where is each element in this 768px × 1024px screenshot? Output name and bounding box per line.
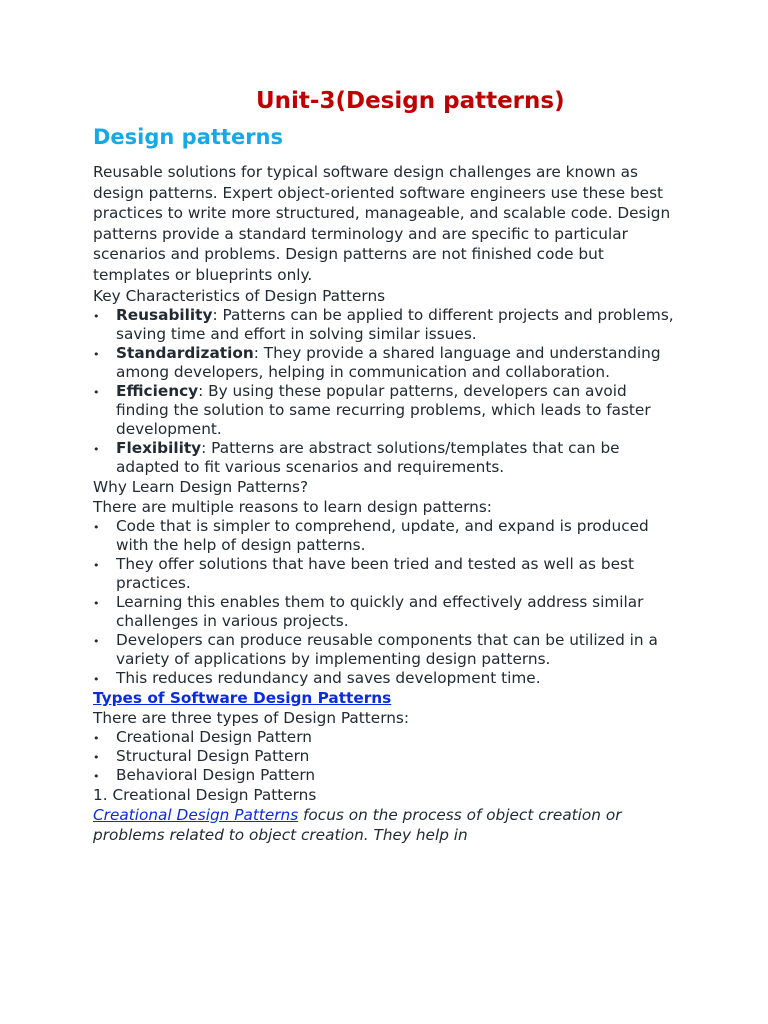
bullet-icon: • (93, 731, 100, 745)
bullet-icon: • (93, 347, 100, 361)
list-item (93, 747, 683, 766)
types-intro: There are three types of Design Patterns: (93, 708, 410, 727)
creational-paragraph (93, 805, 683, 846)
list-item (93, 306, 683, 344)
bullet-icon: • (93, 558, 100, 572)
list-item (93, 766, 683, 785)
list-item-text: This reduces redundancy and saves development time. (116, 668, 541, 687)
characteristic-text: : By using these popular patterns, developers can avoid finding the solution to same recurring problems, which leads to faster development. (116, 381, 651, 438)
list-item-text: Learning this enables them to quickly and effectively address similar challenges in various projects. (116, 592, 644, 630)
list-item (93, 517, 683, 555)
characteristic-text: : Patterns can be applied to different projects and problems, saving time and effort in solving similar issues. (116, 305, 674, 343)
section-heading: Design patterns (93, 125, 283, 149)
list-item-text: Code that is simpler to comprehend, update, and expand is produced with the help of design patterns. (116, 516, 649, 554)
bullet-icon: • (93, 385, 100, 399)
bullet-icon: • (93, 596, 100, 610)
key-characteristics-list (93, 306, 683, 477)
list-item (93, 439, 683, 477)
bullet-icon: • (93, 520, 100, 534)
list-item-text: Creational Design Pattern (116, 727, 312, 746)
why-learn-intro: There are multiple reasons to learn design patterns: (93, 497, 492, 516)
types-list (93, 728, 683, 785)
list-item (93, 728, 683, 747)
why-learn-list (93, 517, 683, 688)
key-characteristics-heading: Key Characteristics of Design Patterns (93, 286, 386, 305)
characteristic-term: Standardization (116, 343, 254, 362)
list-item-text: Developers can produce reusable components that can be utilized in a variety of applications by implementing design patterns. (116, 630, 658, 668)
creational-text: focus on the process of object creation or problems related to object creation. They help in (93, 805, 622, 845)
list-item (93, 669, 683, 688)
characteristic-text: : They provide a shared language and understanding among developers, helping in communication and collaboration. (116, 343, 661, 381)
bullet-icon: • (93, 672, 100, 686)
bullet-icon: • (93, 769, 100, 783)
characteristic-term: Reusability (116, 305, 213, 324)
why-learn-heading: Why Learn Design Patterns? (93, 477, 309, 496)
list-item-text: They offer solutions that have been tried and tested as well as best practices. (116, 554, 634, 592)
document-page (93, 86, 683, 846)
list-item (93, 382, 683, 439)
bullet-icon: • (93, 750, 100, 764)
creational-heading: 1. Creational Design Patterns (93, 785, 317, 804)
list-item (93, 344, 683, 382)
list-item (93, 593, 683, 631)
types-heading-link[interactable]: Types of Software Design Patterns (93, 688, 392, 707)
bullet-icon: • (93, 309, 100, 323)
bullet-icon: • (93, 634, 100, 648)
list-item (93, 555, 683, 593)
intro-paragraph: Reusable solutions for typical software design challenges are known as design patterns. Expert object-oriented software engineers use these best practices to write more structured, manageable, and scalable code. Design patterns provide a standard terminology and are specific to particular scenarios and problems. Design patterns are not finished code but templates or blueprints only. (93, 163, 671, 284)
characteristic-term: Flexibility (116, 438, 202, 457)
list-item-text: Behavioral Design Pattern (116, 765, 316, 784)
unit-title: Unit-3(Design patterns) (256, 88, 565, 114)
creational-link[interactable]: Creational Design Patterns (93, 805, 299, 824)
list-item-text: Structural Design Pattern (116, 746, 310, 765)
bullet-icon: • (93, 442, 100, 456)
characteristic-term: Efficiency (116, 381, 199, 400)
characteristic-text: : Patterns are abstract solutions/templates that can be adapted to fit various scenarios and requirements. (116, 438, 620, 476)
list-item (93, 631, 683, 669)
